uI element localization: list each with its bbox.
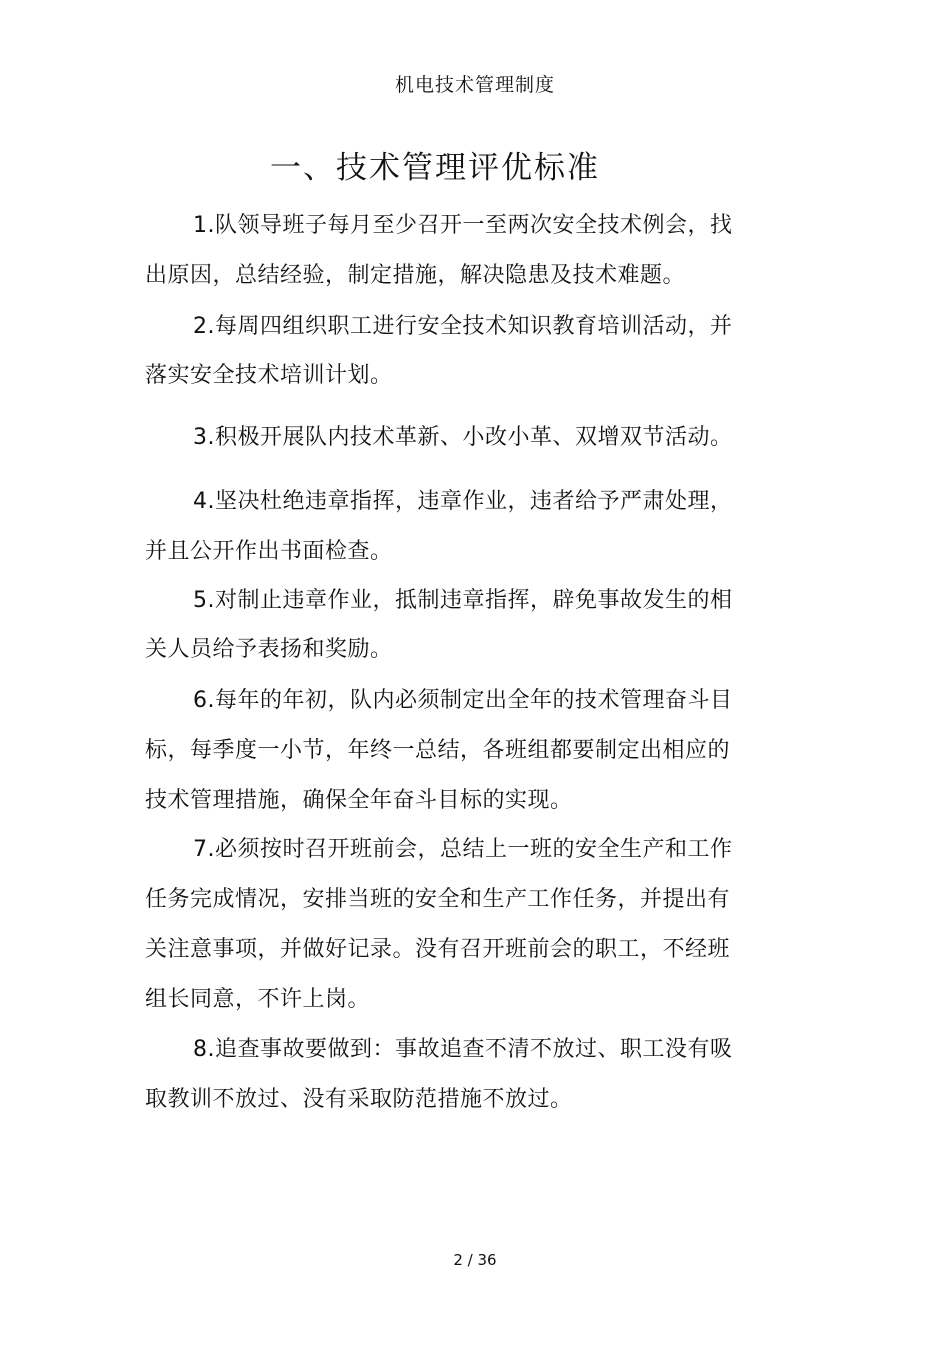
document-header-title: 机电技术管理制度	[394, 74, 555, 96]
paragraph-6-line-2: 标，每季度一小节，年终一总结，各班组都要制定出相应的	[145, 738, 731, 763]
paragraph-1-line-1: 1.队领导班子每月至少召开一至两次安全技术例会，找	[193, 213, 733, 238]
paragraph-4-line-2: 并且公开作出书面检查。	[145, 539, 393, 564]
paragraph-7-line-1: 7.必须按时召开班前会，总结上一班的安全生产和工作	[193, 837, 733, 862]
paragraph-5-line-1: 5.对制止违章作业，抵制违章指挥，辟免事故发生的相	[193, 588, 733, 613]
paragraph-7-line-3: 关注意事项，并做好记录。没有召开班前会的职工，不经班	[145, 937, 731, 962]
paragraph-6-line-1: 6.每年的年初，队内必须制定出全年的技术管理奋斗目	[193, 688, 733, 713]
paragraph-1-line-2: 出原因，总结经验，制定措施，解决隐患及技术难题。	[145, 263, 686, 288]
paragraph-2-line-1: 2.每周四组织职工进行安全技术知识教育培训活动，并	[193, 314, 733, 339]
paragraph-7-line-2: 任务完成情况，安排当班的安全和生产工作任务，并提出有	[145, 887, 731, 912]
paragraph-5-line-2: 关人员给予表扬和奖励。	[145, 637, 393, 662]
paragraph-7-line-4: 组长同意，不许上岗。	[145, 987, 371, 1012]
paragraph-4-line-1: 4.坚决杜绝违章指挥，违章作业，违者给予严肃处理，	[193, 489, 733, 514]
paragraph-3-line-1: 3.积极开展队内技术革新、小改小革、双增双节活动。	[193, 425, 733, 450]
paragraph-6-line-3: 技术管理措施，确保全年奋斗目标的实现。	[145, 788, 573, 813]
section-title: 一、技术管理评优标准	[270, 150, 600, 186]
paragraph-8-line-2: 取教训不放过、没有采取防范措施不放过。	[145, 1087, 573, 1112]
page-number: 2 / 36	[453, 1251, 497, 1269]
paragraph-8-line-1: 8.追查事故要做到：事故追查不清不放过、职工没有吸	[193, 1037, 733, 1062]
paragraph-2-line-2: 落实安全技术培训计划。	[145, 363, 393, 388]
